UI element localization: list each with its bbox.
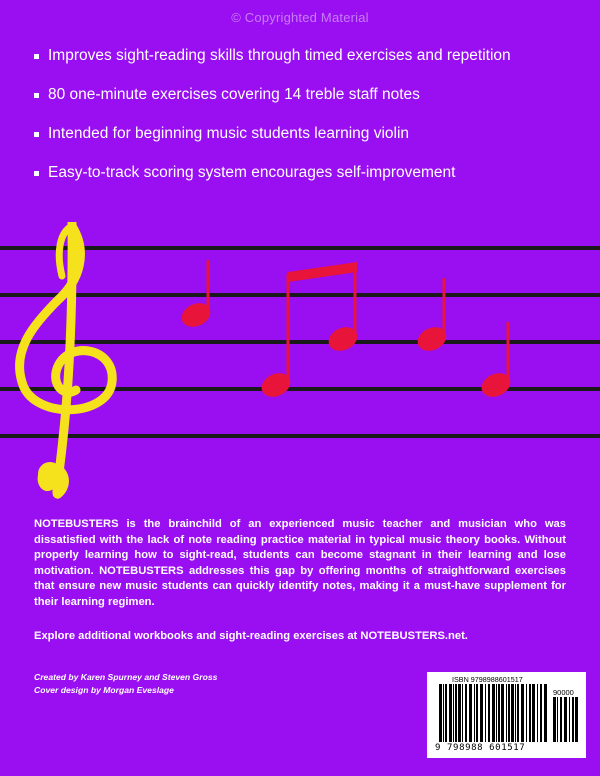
bullet-icon	[34, 171, 39, 176]
feature-item	[34, 46, 511, 85]
cover-design-credit: Cover design by Morgan Eveslage	[34, 685, 174, 695]
feature-item	[34, 163, 511, 202]
barcode-digits: 9 798988 601517	[435, 743, 526, 753]
feature-item	[34, 124, 511, 163]
bullet-icon	[34, 54, 39, 59]
isbn-label: ISBN 9798988601517	[452, 675, 523, 684]
feature-text: Intended for beginning music students learning violin	[48, 125, 410, 142]
created-by: Created by Karen Spurney and Steven Gross	[34, 672, 218, 682]
credits	[34, 671, 217, 697]
beamed-eighth-notes-icon	[258, 262, 361, 401]
treble-clef-icon	[20, 222, 113, 494]
book-description: NOTEBUSTERS is the brainchild of an experienced music teacher and musician who was dissatisfied with the lack of note reading practice material in typical music theory books. Without properly learning how to sight-read, students can become stagnant in their learning and lose motivation. NOTEBUSTERS addresses this gap by offering months of straightforward exercises that ensure new music students can quickly identify notes, making it a must-have supplement for their learning regimen.	[34, 518, 566, 608]
feature-text: 80 one-minute exercises covering 14 treble staff notes	[48, 86, 420, 103]
explore-line: Explore additional workbooks and sight-reading exercises at NOTEBUSTERS.net.	[34, 630, 468, 642]
feature-list	[34, 46, 511, 202]
barcode-box	[427, 672, 586, 758]
feature-text: Improves sight-reading skills through timed exercises and repetition	[48, 47, 511, 64]
price-code: 90000	[553, 688, 574, 697]
bullet-icon	[34, 132, 39, 137]
bullet-icon	[34, 93, 39, 98]
feature-item	[34, 85, 511, 124]
feature-text: Easy-to-track scoring system encourages self-improvement	[48, 164, 456, 181]
copyright-watermark: © Copyrighted Material	[231, 10, 369, 25]
music-staff	[0, 222, 600, 512]
